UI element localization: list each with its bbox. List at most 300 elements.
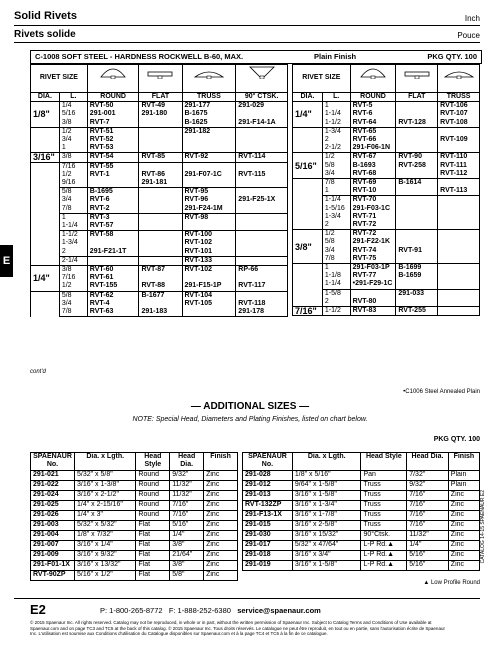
part-no-cell: 291-009 <box>31 551 75 561</box>
head-dia-cell: 7/16" <box>407 491 449 501</box>
part-no-cell: 291-015 <box>243 521 293 531</box>
table-row <box>243 521 480 531</box>
truss-cell-line <box>440 205 477 213</box>
head-dia-cell: 7/32" <box>407 471 449 481</box>
round-cell-line: RVT-68 <box>352 169 377 177</box>
part-no-cell: 291-F13-1X <box>243 511 293 521</box>
len-cell-line: 1-5/16 <box>324 204 345 212</box>
round-cell <box>350 289 396 306</box>
flat-cell <box>139 162 182 188</box>
flat-cell-line <box>398 102 435 110</box>
head-style-cell: Truss <box>361 481 407 491</box>
part-no-cell: 291-022 <box>31 481 75 491</box>
flat-cell-line: RVT-258 <box>398 161 426 169</box>
head-style-cell: Flat <box>136 571 170 581</box>
head-dia-cell: 5/8" <box>170 571 204 581</box>
flat-cell-line <box>141 128 179 136</box>
len-cell <box>322 289 350 306</box>
flat-cell-line <box>141 239 179 247</box>
finish-header: Finish <box>448 453 479 471</box>
ctsk-cell <box>236 256 288 265</box>
truss-cell-line <box>440 280 477 288</box>
annealed-note: •C1006 Steel Annealed Plain <box>403 389 480 395</box>
flat-cell-line: RVT-86 <box>141 170 166 178</box>
head-style-cell: Round <box>136 491 170 501</box>
round-cell <box>350 102 396 128</box>
finish-cell: Zinc <box>448 521 479 531</box>
len-cell-line: 9/16 <box>61 179 76 187</box>
dia-cell <box>31 256 60 265</box>
dia-cell: 3/8" <box>293 230 323 264</box>
ctsk-cell-line <box>238 257 285 265</box>
dia-cell: 5/16" <box>293 153 323 179</box>
flat-cell-line <box>398 221 435 229</box>
flat-cell <box>139 153 182 162</box>
finish-cell: Plain <box>448 481 479 491</box>
len-cell-line: 7/16 <box>61 274 76 282</box>
round-cell-line: RVT-75 <box>352 254 377 262</box>
head-style-cell: Truss <box>361 491 407 501</box>
len-cell <box>59 256 87 265</box>
len-cell-line: 1 <box>61 213 66 221</box>
round-header: ROUND <box>350 93 396 102</box>
len-cell <box>59 188 87 214</box>
finish-cell: Zinc <box>448 531 479 541</box>
round-cell-line: RVT-4 <box>89 299 110 307</box>
len-cell-line: 2 <box>324 221 329 229</box>
ctsk-cell <box>236 213 288 230</box>
table-row <box>31 231 288 257</box>
len-cell-line: 3/4 <box>324 246 335 254</box>
fax: F: 1-888-252-6380 <box>168 606 231 615</box>
truss-cell-line <box>440 128 477 136</box>
dia-lgth-cell: 3/16" x 2-1/2" <box>74 491 135 501</box>
finish-cell: Zinc <box>204 491 238 501</box>
part-no-cell: 291-026 <box>31 511 75 521</box>
len-cell-line: 1-1/2 <box>324 118 341 126</box>
truss-cell-line: RVT-96 <box>184 196 209 204</box>
truss-header: TRUSS <box>182 93 236 102</box>
finish-cell: Zinc <box>204 551 238 561</box>
round-cell-line: 291-F03-1P <box>352 264 390 272</box>
round-cell-line: RVT-51 <box>89 127 114 135</box>
truss-cell-line: B-1625 <box>184 118 208 126</box>
dia-cell <box>293 196 323 230</box>
truss-cell <box>182 266 236 292</box>
len-cell-line: 7/8 <box>324 254 335 262</box>
truss-cell-line: RVT-112 <box>440 169 468 177</box>
flat-cell-line: B-1699 <box>398 264 422 272</box>
table-row <box>243 481 480 491</box>
round-cell <box>350 153 396 179</box>
part-no-cell: 291-019 <box>243 561 293 571</box>
len-cell <box>322 264 350 290</box>
part-no-cell: 291-F01-1X <box>31 561 75 571</box>
round-cell-line: RVT-58 <box>89 231 114 239</box>
len-cell-line: 1-1/4 <box>324 196 341 204</box>
dia-cell <box>31 291 60 317</box>
truss-cell-line: 291-F07-1C <box>184 170 222 178</box>
round-cell <box>87 127 139 153</box>
table-row <box>31 481 238 491</box>
ctsk-cell-line: RP-66 <box>238 266 259 274</box>
flat-cell-line: RVT-88 <box>141 282 166 290</box>
flat-header: FLAT <box>139 93 182 102</box>
ctsk-cell-line <box>238 292 285 300</box>
round-cell-line <box>353 290 394 298</box>
ctsk-cell-line <box>238 136 285 144</box>
finish-cell: Zinc <box>448 501 479 511</box>
flat-cell <box>139 291 182 317</box>
flat-cell-line: B-1614 <box>398 179 422 187</box>
table-row <box>293 289 480 306</box>
ctsk-cell-line: 291-178 <box>238 308 264 316</box>
truss-cell-line: 291-182 <box>184 127 211 135</box>
truss-cell-line <box>185 222 234 230</box>
round-cell-line: RVT-53 <box>89 144 114 152</box>
flat-cell-line <box>141 257 179 265</box>
truss-cell-line <box>440 255 477 263</box>
page-number: E2 <box>30 602 46 617</box>
len-cell-line: 1-1/4 <box>324 280 341 288</box>
ctsk-cell-line: 291-F25-1X <box>238 196 276 204</box>
round-cell-line: RVT-62 <box>89 291 114 299</box>
part-no-cell: 291-018 <box>243 551 293 561</box>
finish-cell: Zinc <box>204 521 238 531</box>
round-head-icon <box>358 65 388 79</box>
unit-fr: Pouce <box>457 31 480 40</box>
finish-cell: Zinc <box>448 541 479 551</box>
round-cell-line: •291-F29-1C <box>352 280 393 288</box>
truss-cell <box>182 188 236 214</box>
len-cell-line: 3/8 <box>61 118 72 126</box>
dia-lgth-cell: 1/4" x 2-15/16" <box>74 501 135 511</box>
part-no-cell: 291-013 <box>243 491 293 501</box>
head-dia-cell: 5/16" <box>407 551 449 561</box>
truss-cell-line: RVT-107 <box>440 110 468 118</box>
dia-cell: 1/4" <box>31 266 60 292</box>
ctsk-cell-line <box>238 214 285 222</box>
finish-cell: Zinc <box>204 561 238 571</box>
flat-cell <box>139 127 182 153</box>
no-header: SPAENAUR No. <box>31 453 75 471</box>
legal-text: © 2015 Spaenaur Inc. All rights reserved. Catalog may not be reproduced, in whole or in part, without the written permission of Spaenaur Inc. Subject to Catalog Terms and Conditions of Use available at Spaenaur.com and on page TC3 and TC5 at the back of this catalog. © 2015 Spaenaur Inc. Tous droits réservés. Le catalogue ne peut être reproduit, en tout ou en partie, sans l'autorisation écrite de Spaenaur Inc. L'utilisation est soumise aux Conditions d'utilisation du Catalogue disponibles sur Spaenaur.com et à la page TC4 et TC6 à la fin de ce catalogue. <box>30 620 445 636</box>
additional-sizes-title: — ADDITIONAL SIZES — <box>190 401 310 412</box>
truss-cell-line: RVT-104 <box>184 291 212 299</box>
table-row <box>31 511 238 521</box>
dia-cell: 1/8" <box>31 102 60 128</box>
dia-lgth-cell: 3/16" x 1-5/8" <box>292 561 361 571</box>
len-cell-line: 5/16 <box>61 110 76 118</box>
flat-cell <box>396 230 438 264</box>
round-cell-line: RVT-6 <box>89 196 110 204</box>
rivet-table-right <box>292 64 480 316</box>
truss-cell-line: RVT-105 <box>184 299 212 307</box>
flat-cell <box>396 307 438 316</box>
additional-sizes-note: NOTE: Special Head, Diameters and Plating Finishes, listed on chart below. <box>132 416 368 423</box>
truss-cell <box>438 102 480 128</box>
truss-cell-line: 291-F24-1M <box>184 204 223 212</box>
round-cell-line: RVT-54 <box>89 153 114 161</box>
round-cell <box>87 153 139 162</box>
flat-cell <box>396 102 438 128</box>
round-cell-line: RVT-50 <box>89 102 114 110</box>
len-cell-line: 1-5/8 <box>324 289 341 297</box>
round-cell-line: B-1693 <box>352 161 376 169</box>
ctsk-cell-line <box>238 222 285 230</box>
len-cell-line: 2-1/4 <box>61 256 78 264</box>
flat-cell-line <box>141 144 179 152</box>
round-cell-line: 291-F06-1N <box>352 144 391 152</box>
ctsk-cell-line <box>238 274 285 282</box>
divider <box>14 25 480 26</box>
head-dia-cell: 5/16" <box>170 521 204 531</box>
ctsk-cell-line: RVT-115 <box>238 170 266 178</box>
table-row <box>31 501 238 511</box>
finish-cell: Zinc <box>448 551 479 561</box>
finish-cell: Zinc <box>448 511 479 521</box>
flat-cell-line <box>141 188 179 196</box>
truss-cell <box>438 196 480 230</box>
material-banner <box>30 50 482 64</box>
dia-lgth-cell: 1/4" x 3" <box>74 511 135 521</box>
ctsk-cell-line <box>238 248 285 256</box>
round-cell <box>87 291 139 317</box>
table-row <box>293 102 480 128</box>
round-head-icon <box>98 65 128 79</box>
part-no-cell: 291-003 <box>31 521 75 531</box>
len-cell-line: 3/4 <box>324 169 335 177</box>
truss-head-icon <box>194 65 224 79</box>
dia-cell: 7/16" <box>293 307 323 316</box>
truss-cell-line <box>440 144 477 152</box>
truss-cell-line <box>185 163 234 171</box>
rivet-size-header: RIVET SIZE <box>302 74 341 82</box>
round-cell-line: B-1695 <box>89 188 113 196</box>
len-cell-line: 1/2 <box>324 153 335 161</box>
len-cell <box>59 162 87 188</box>
head-style-cell: 90°Ctsk. <box>361 531 407 541</box>
head-dia-header: Head Dia. <box>170 453 204 471</box>
len-cell <box>322 179 350 196</box>
truss-cell-line <box>185 274 234 282</box>
dia-lgth-cell: 3/16" x 1-3/8" <box>74 481 135 491</box>
truss-cell-line: RVT-109 <box>440 136 468 143</box>
head-style-cell: Pan <box>361 471 407 481</box>
ctsk-cell <box>236 266 288 292</box>
dia-cell <box>31 213 60 230</box>
email-link[interactable]: service@spaenaur.com <box>237 606 321 615</box>
flat-cell <box>139 256 182 265</box>
round-cell-line: RVT-83 <box>352 307 377 315</box>
dia-cell <box>31 162 60 188</box>
flat-cell <box>396 153 438 179</box>
len-cell-line: 1-1/4 <box>61 222 78 230</box>
table-row <box>31 213 288 230</box>
finish-cell: Zinc <box>204 481 238 491</box>
ctsk-cell-line <box>238 205 285 213</box>
head-style-cell: Round <box>136 471 170 481</box>
round-cell-line: RVT-60 <box>89 266 114 274</box>
pkg-qty: PKG QTY. 100 <box>427 52 477 61</box>
ctsk-cell <box>236 153 288 162</box>
flat-cell-line <box>141 196 179 204</box>
truss-cell <box>182 102 236 128</box>
table-row <box>31 521 238 531</box>
ctsk-cell-line <box>238 128 285 136</box>
flat-cell <box>139 231 182 257</box>
table-row <box>293 153 480 179</box>
flat-cell-line: 291-033 <box>398 289 425 297</box>
head-style-cell: Truss <box>361 521 407 531</box>
len-cell-line: 1-3/4 <box>324 212 341 220</box>
finish-cell: Zinc <box>204 511 238 521</box>
dia-lgth-cell: 1/8" x 7/32" <box>74 531 135 541</box>
section-tab: E <box>0 245 13 277</box>
head-style-cell: Truss <box>361 501 407 511</box>
round-cell <box>87 256 139 265</box>
truss-cell-line: RVT-113 <box>440 187 468 195</box>
truss-cell-line <box>440 230 477 238</box>
round-cell-line: RVT-65 <box>352 127 377 135</box>
round-cell-line: RVT-55 <box>89 162 114 170</box>
countersunk-head-icon <box>247 65 277 79</box>
finish-cell: Zinc <box>204 471 238 481</box>
no-header: SPAENAUR No. <box>243 453 293 471</box>
flat-cell-line: RVT-85 <box>141 153 166 161</box>
ctsk-cell <box>236 102 288 128</box>
len-cell <box>322 196 350 230</box>
table-row <box>31 551 238 561</box>
dia-cell <box>293 264 323 290</box>
head-dia-cell: 7/16" <box>407 501 449 511</box>
len-cell-line: 3/4 <box>61 299 72 307</box>
head-style-cell: Flat <box>136 541 170 551</box>
head-style-cell: Round <box>136 481 170 491</box>
truss-cell-line: RVT-92 <box>184 153 209 161</box>
finish-cell: Zinc <box>204 531 238 541</box>
dia-lgth-cell: 3/16" x 1-3/4" <box>292 501 361 511</box>
head-dia-cell: 5/16" <box>407 561 449 571</box>
len-cell <box>322 230 350 264</box>
truss-cell-line <box>440 247 477 255</box>
round-cell-line: RVT-61 <box>89 274 114 282</box>
len-cell <box>59 231 87 257</box>
round-cell-line: RVT-67 <box>352 153 377 161</box>
truss-cell-line <box>440 298 477 306</box>
len-cell-line: 5/8 <box>324 238 335 246</box>
flat-cell-line <box>398 230 435 238</box>
flat-cell-line <box>398 238 435 246</box>
round-cell-line: RVT-64 <box>352 118 377 126</box>
head-style-cell: L-P Rd.▲ <box>361 551 407 561</box>
truss-head-icon <box>444 65 474 79</box>
len-cell-line: 5/8 <box>61 291 72 299</box>
ctsk-cell-line: 291-F14-1A <box>238 118 276 126</box>
len-cell-line: 1-3/4 <box>61 239 78 247</box>
round-header: ROUND <box>87 93 139 102</box>
round-cell-line: RVT-63 <box>89 308 114 316</box>
truss-cell <box>182 213 236 230</box>
truss-cell-line: RVT-106 <box>440 102 468 110</box>
additional-table-right <box>242 452 480 571</box>
flat-cell-line: B-1659 <box>398 272 422 280</box>
round-cell <box>350 179 396 196</box>
table-row <box>243 531 480 541</box>
flat-cell-line <box>398 187 435 195</box>
ctsk-cell <box>236 188 288 214</box>
len-cell-line: 1/2 <box>61 170 72 178</box>
table-row <box>293 127 480 153</box>
round-cell <box>350 264 396 290</box>
unit-en: Inch <box>464 14 480 23</box>
len-cell-line: 1 <box>324 102 329 110</box>
head-style-cell: L-P Rd.▲ <box>361 561 407 571</box>
head-dia-cell: 21/64" <box>170 551 204 561</box>
len-cell <box>322 102 350 128</box>
flat-cell <box>396 264 438 290</box>
table-row <box>243 511 480 521</box>
round-cell-line: 291-F22-1K <box>352 238 391 246</box>
truss-cell-line: RVT-111 <box>440 161 467 169</box>
phone: P: 1-800-265-8772 <box>100 606 163 615</box>
pkg-qty: PKG QTY. 100 <box>433 436 480 443</box>
head-style-cell: Truss <box>361 511 407 521</box>
head-dia-cell: 3/8" <box>170 561 204 571</box>
ctsk-cell-line <box>238 231 285 239</box>
dia-lgth-cell: 5/32" x 5/32" <box>74 521 135 531</box>
flat-cell-line: 291-180 <box>141 110 168 118</box>
round-cell-line: RVT-10 <box>352 187 377 195</box>
len-cell-line: 1-1/4 <box>324 110 341 118</box>
table-row <box>293 264 480 290</box>
dia-lgth-cell: 5/16" x 1/2" <box>74 571 135 581</box>
dia-cell <box>31 127 60 153</box>
flat-head-icon <box>402 65 432 79</box>
truss-cell-line: RVT-100 <box>184 231 212 239</box>
round-cell-line: RVT-52 <box>89 136 114 144</box>
truss-header: TRUSS <box>438 93 480 102</box>
table-row <box>31 571 238 581</box>
truss-cell-line <box>440 264 477 272</box>
round-cell-line: RVT-71 <box>352 212 377 220</box>
truss-cell <box>182 127 236 153</box>
head-style-cell: Round <box>136 511 170 521</box>
table-row <box>243 541 480 551</box>
dia-header: DIA. <box>31 93 60 102</box>
dia-lgth-header: Dia. x Lgth. <box>74 453 135 471</box>
side-catalog-label: CATALOG 14-15 SPAENAUR E2 <box>480 490 486 564</box>
head-dia-cell: 11/32" <box>407 531 449 541</box>
len-cell-line: 1-1/2 <box>61 231 78 239</box>
len-cell-line: 2-1/2 <box>324 144 341 152</box>
ctsk-cell-line <box>238 163 285 171</box>
truss-cell <box>438 264 480 290</box>
flat-cell-line <box>141 300 179 308</box>
truss-cell <box>438 179 480 196</box>
round-cell-line: RVT-6 <box>352 110 373 118</box>
truss-cell-line <box>440 213 477 221</box>
finish-cell: Plain <box>448 471 479 481</box>
len-cell-line: 2 <box>324 136 329 144</box>
flat-cell <box>139 188 182 214</box>
truss-cell <box>182 291 236 317</box>
finish-cell: Zinc <box>204 571 238 581</box>
round-cell-line: RVT-70 <box>352 196 377 204</box>
dia-lgth-cell: 1/8" x 5/16" <box>292 471 361 481</box>
flat-cell-line <box>141 119 179 127</box>
flat-header: FLAT <box>396 93 438 102</box>
